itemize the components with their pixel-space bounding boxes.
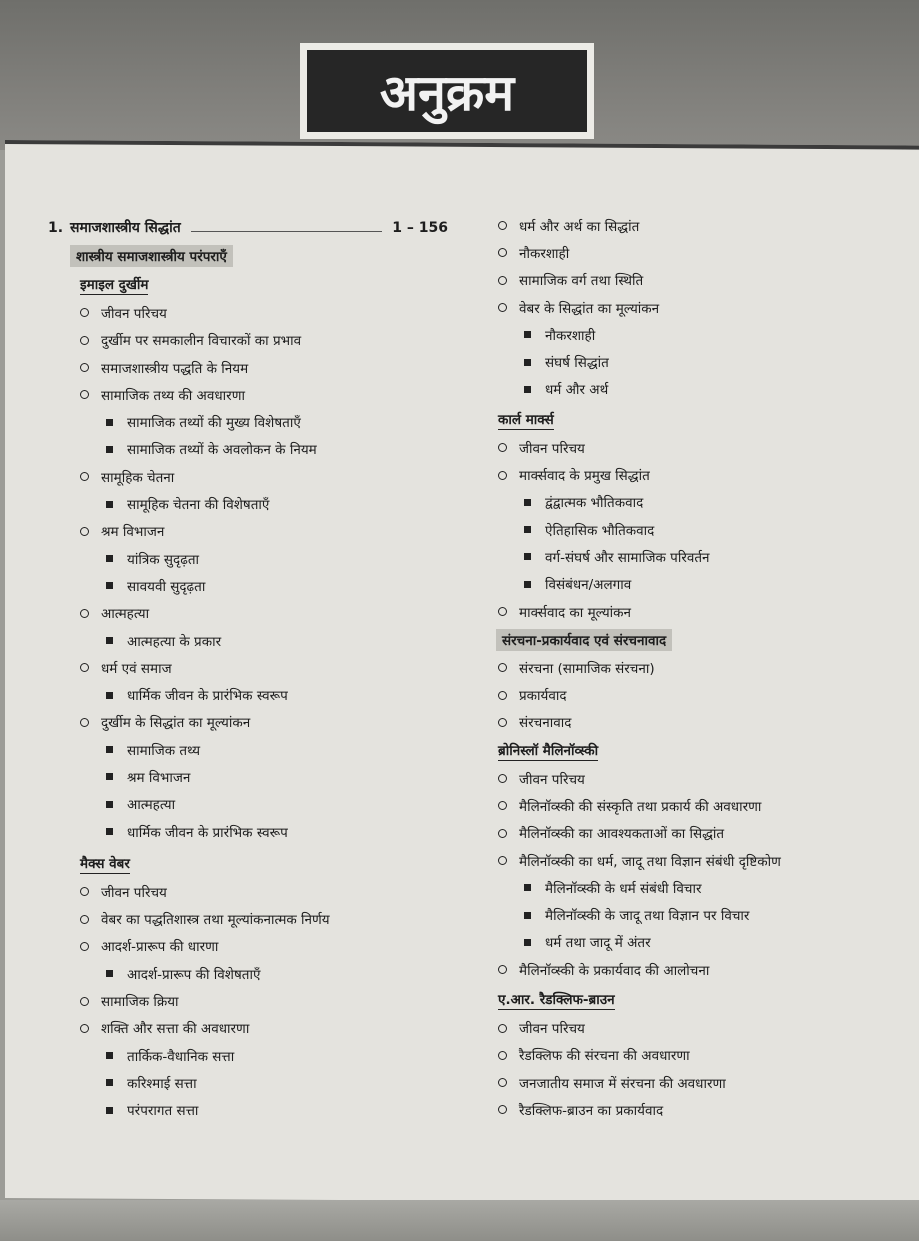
toc-entry-text: सामाजिक क्रिया: [101, 994, 179, 1011]
toc-entry[interactable]: [48, 654, 448, 681]
subheading-radcliffe: ए.आर. रैडक्लिफ-ब्राउन: [498, 991, 615, 1008]
square-bullet-icon: [106, 970, 113, 977]
subheading-row: [498, 985, 898, 1014]
toc-entry-text: सामूहिक चेतना की विशेषताएँ: [127, 497, 270, 514]
circle-bullet-icon: [80, 336, 89, 345]
toc-entry[interactable]: [48, 327, 448, 354]
toc-entry-text: मैलिनॉव्स्की के धर्म संबंधी विचार: [545, 880, 702, 897]
toc-entry-text: मैलिनॉव्स्की के प्रकार्यवाद की आलोचना: [519, 962, 710, 979]
durkheim-list: [48, 299, 448, 845]
toc-entry-text: आदर्श-प्रारूप की विशेषताएँ: [127, 966, 261, 983]
circle-bullet-icon: [80, 663, 89, 672]
toc-entry-text: सावयवी सुदृढ़ता: [127, 578, 206, 595]
toc-entry-text: शक्ति और सत्ता की अवधारणा: [101, 1021, 250, 1038]
toc-entry-text: मैलिनॉव्स्की के जादू तथा विज्ञान पर विचार: [545, 908, 750, 925]
toc-entry-text: संघर्ष सिद्धांत: [545, 355, 609, 372]
square-bullet-icon: [106, 582, 113, 589]
circle-bullet-icon: [80, 718, 89, 727]
toc-entry[interactable]: [48, 1015, 448, 1042]
square-bullet-icon: [524, 884, 531, 891]
malinowski-list: [498, 765, 898, 983]
circle-bullet-icon: [498, 1051, 507, 1060]
section-number: 1.: [48, 219, 64, 236]
circle-bullet-icon: [498, 443, 507, 452]
circle-bullet-icon: [80, 527, 89, 536]
toc-entry[interactable]: [48, 518, 448, 545]
circle-bullet-icon: [498, 801, 507, 810]
toc-entry-text: धर्म तथा जादू में अंतर: [545, 935, 651, 952]
square-bullet-icon: [106, 419, 113, 426]
square-bullet-icon: [524, 331, 531, 338]
toc-entry[interactable]: [498, 239, 898, 266]
square-bullet-icon: [524, 581, 531, 588]
toc-entry-text: आत्महत्या: [101, 606, 150, 623]
toc-entry-text: मार्क्सवाद के प्रमुख सिद्धांत: [519, 468, 650, 485]
toc-entry-text: आत्महत्या के प्रकार: [127, 633, 222, 650]
toc-entry[interactable]: [48, 1097, 448, 1124]
toc-entry-text: धर्म और अर्थ: [545, 382, 609, 399]
square-bullet-icon: [524, 499, 531, 506]
toc-entry-text: धर्म एवं समाज: [101, 660, 172, 677]
toc-entry-text: दुर्खीम के सिद्धांत का मूल्यांकन: [101, 715, 251, 732]
toc-entry-text: सामाजिक तथ्यों की मुख्य विशेषताएँ: [127, 415, 301, 432]
toc-entry[interactable]: [498, 598, 898, 625]
toc-entry[interactable]: [498, 792, 898, 819]
section-band: संरचना-प्रकार्यवाद एवं संरचनावाद: [496, 629, 672, 651]
subheading-row: [498, 736, 898, 765]
toc-entry[interactable]: [498, 571, 898, 598]
circle-bullet-icon: [498, 1105, 507, 1114]
toc-entry[interactable]: [498, 543, 898, 570]
circle-bullet-icon: [80, 472, 89, 481]
subheading-durkheim: इमाइल दुर्खीम: [80, 276, 149, 293]
page-title: अनुक्रम: [307, 50, 587, 132]
toc-entry[interactable]: [498, 956, 898, 983]
circle-bullet-icon: [498, 1078, 507, 1087]
circle-bullet-icon: [80, 609, 89, 618]
square-bullet-icon: [106, 692, 113, 699]
toc-entry-text: जीवन परिचय: [101, 305, 167, 322]
toc-entry[interactable]: [498, 820, 898, 847]
toc-entry[interactable]: [498, 709, 898, 736]
toc-entry-text: जनजातीय समाज में संरचना की अवधारणा: [519, 1075, 726, 1092]
square-bullet-icon: [106, 801, 113, 808]
toc-entry[interactable]: [48, 354, 448, 381]
circle-bullet-icon: [80, 915, 89, 924]
structure-list: [498, 654, 898, 736]
circle-bullet-icon: [498, 691, 507, 700]
toc-entry-text: संरचना (सामाजिक संरचना): [519, 660, 655, 677]
toc-entry[interactable]: [48, 1069, 448, 1096]
subheading-row: [48, 270, 448, 299]
toc-entry-text: नौकरशाही: [545, 327, 596, 344]
toc-entry-text: मैलिनॉव्स्की का धर्म, जादू तथा विज्ञान संबंधी दृष्टिकोण: [519, 853, 781, 870]
toc-entry[interactable]: [498, 348, 898, 375]
square-bullet-icon: [106, 555, 113, 562]
subheading-malinowski: ब्रोनिस्लॉ मैलिनॉव्स्की: [498, 742, 599, 759]
toc-entry-text: मैलिनॉव्स्की की संस्कृति तथा प्रकार्य की अवधारणा: [519, 798, 762, 815]
marx-list: [498, 434, 898, 625]
toc-entry[interactable]: [48, 987, 448, 1014]
toc-entry[interactable]: [498, 902, 898, 929]
toc-entry-text: जीवन परिचय: [519, 440, 585, 457]
circle-bullet-icon: [498, 663, 507, 672]
toc-right-column: [498, 212, 898, 1124]
square-bullet-icon: [524, 553, 531, 560]
toc-entry[interactable]: [48, 681, 448, 708]
toc-entry[interactable]: [498, 267, 898, 294]
toc-entry[interactable]: [498, 847, 898, 874]
circle-bullet-icon: [498, 856, 507, 865]
circle-bullet-icon: [498, 607, 507, 616]
toc-entry-text: यांत्रिक सुदृढ़ता: [127, 551, 200, 568]
toc-entry-text: सामूहिक चेतना: [101, 469, 175, 486]
toc-entry[interactable]: [48, 933, 448, 960]
toc-entry-text: सामाजिक तथ्य: [127, 742, 201, 759]
toc-entry[interactable]: [48, 545, 448, 572]
square-bullet-icon: [106, 637, 113, 644]
toc-entry-text: श्रम विभाजन: [101, 524, 165, 541]
toc-entry[interactable]: [48, 627, 448, 654]
toc-entry-text: ऐतिहासिक भौतिकवाद: [545, 522, 655, 539]
toc-entry-text: रैडक्लिफ की संरचना की अवधारणा: [519, 1048, 690, 1065]
circle-bullet-icon: [80, 308, 89, 317]
square-bullet-icon: [106, 1107, 113, 1114]
toc-entry[interactable]: [498, 294, 898, 321]
toc-entry[interactable]: [498, 1069, 898, 1096]
toc-entry-text: सामाजिक तथ्यों के अवलोकन के नियम: [127, 442, 317, 459]
circle-bullet-icon: [80, 997, 89, 1006]
circle-bullet-icon: [498, 276, 507, 285]
toc-entry[interactable]: [498, 765, 898, 792]
circle-bullet-icon: [498, 1024, 507, 1033]
toc-entry[interactable]: [498, 1042, 898, 1069]
toc-entry[interactable]: [48, 463, 448, 490]
toc-entry[interactable]: [48, 763, 448, 790]
circle-bullet-icon: [80, 1024, 89, 1033]
toc-entry[interactable]: [498, 654, 898, 681]
toc-entry[interactable]: [498, 489, 898, 516]
toc-entry-text: जीवन परिचय: [101, 884, 167, 901]
toc-entry-text: मार्क्सवाद का मूल्यांकन: [519, 604, 632, 621]
square-bullet-icon: [106, 1052, 113, 1059]
square-bullet-icon: [106, 446, 113, 453]
square-bullet-icon: [106, 746, 113, 753]
toc-entry-text: रैडक्लिफ-ब्राउन का प्रकार्यवाद: [519, 1102, 664, 1119]
square-bullet-icon: [524, 386, 531, 393]
section-entry[interactable]: [48, 214, 448, 241]
subheading-row: [498, 405, 898, 434]
toc-entry-text: वेबर का पद्धतिशास्त्र तथा मूल्यांकनात्मक निर्णय: [101, 912, 330, 929]
toc-entry[interactable]: [48, 736, 448, 763]
toc-entry-text: धर्म और अर्थ का सिद्धांत: [519, 218, 640, 235]
title-frame: [300, 43, 594, 139]
radcliffe-list: [498, 1014, 898, 1123]
circle-bullet-icon: [498, 718, 507, 727]
toc-entry[interactable]: [498, 376, 898, 403]
toc-entry-text: परंपरागत सत्ता: [127, 1103, 199, 1120]
toc-entry[interactable]: [48, 381, 448, 408]
section-band-row: [48, 241, 448, 270]
section-band: शास्त्रीय समाजशास्त्रीय परंपराएँ: [70, 245, 233, 267]
toc-entry[interactable]: [498, 1096, 898, 1123]
circle-bullet-icon: [80, 942, 89, 951]
section-title: समाजशास्त्रीय सिद्धांत: [70, 220, 181, 237]
toc-entry[interactable]: [48, 709, 448, 736]
circle-bullet-icon: [498, 221, 507, 230]
toc-entry-text: नौकरशाही: [519, 245, 570, 262]
toc-entry-text: दुर्खीम पर समकालीन विचारकों का प्रभाव: [101, 333, 302, 350]
toc-entry[interactable]: [48, 490, 448, 517]
toc-entry[interactable]: [498, 434, 898, 461]
toc-entry[interactable]: [48, 572, 448, 599]
toc-entry[interactable]: [48, 299, 448, 326]
toc-entry-text: वर्ग-संघर्ष और सामाजिक परिवर्तन: [545, 549, 710, 566]
toc-entry[interactable]: [48, 818, 448, 845]
toc-entry[interactable]: [48, 600, 448, 627]
circle-bullet-icon: [498, 471, 507, 480]
toc-entry-text: सामाजिक तथ्य की अवधारणा: [101, 387, 245, 404]
toc-entry-text: आत्महत्या: [127, 797, 176, 814]
toc-entry-text: समाजशास्त्रीय पद्धति के नियम: [101, 360, 249, 377]
square-bullet-icon: [106, 1079, 113, 1086]
circle-bullet-icon: [80, 887, 89, 896]
toc-entry-text: तार्किक-वैधानिक सत्ता: [127, 1048, 235, 1065]
square-bullet-icon: [524, 912, 531, 919]
toc-entry[interactable]: [48, 906, 448, 933]
circle-bullet-icon: [498, 965, 507, 974]
circle-bullet-icon: [80, 390, 89, 399]
toc-entry[interactable]: [48, 1042, 448, 1069]
square-bullet-icon: [106, 828, 113, 835]
toc-entry[interactable]: [48, 408, 448, 435]
toc-entry[interactable]: [498, 1014, 898, 1041]
subheading-row: [48, 849, 448, 878]
weber-continued-list: [498, 212, 898, 403]
toc-left-column: [48, 214, 448, 1124]
square-bullet-icon: [106, 501, 113, 508]
toc-entry-text: आदर्श-प्रारूप की धारणा: [101, 939, 219, 956]
toc-entry[interactable]: [498, 212, 898, 239]
circle-bullet-icon: [498, 774, 507, 783]
section-band-row: [496, 625, 898, 654]
toc-entry-text: वेबर के सिद्धांत का मूल्यांकन: [519, 300, 660, 317]
subheading-weber: मैक्स वेबर: [80, 855, 130, 872]
toc-entry[interactable]: [48, 878, 448, 905]
toc-entry[interactable]: [498, 874, 898, 901]
toc-entry[interactable]: [498, 321, 898, 348]
toc-entry-text: जीवन परिचय: [519, 1021, 585, 1038]
toc-entry[interactable]: [498, 461, 898, 488]
toc-entry-text: जीवन परिचय: [519, 771, 585, 788]
circle-bullet-icon: [498, 248, 507, 257]
toc-entry-text: सामाजिक वर्ग तथा स्थिति: [519, 273, 644, 290]
toc-entry[interactable]: [498, 681, 898, 708]
toc-entry-text: द्वंद्वात्मक भौतिकवाद: [545, 495, 644, 512]
toc-entry-text: विसंबंधन/अलगाव: [545, 577, 632, 594]
bottom-shadow: [0, 1200, 919, 1241]
circle-bullet-icon: [498, 829, 507, 838]
weber-list: [48, 878, 448, 1124]
subheading-marx: कार्ल मार्क्स: [498, 411, 554, 428]
toc-entry-text: करिश्माई सत्ता: [127, 1075, 197, 1092]
toc-entry[interactable]: [498, 929, 898, 956]
leader-line: [191, 230, 383, 232]
toc-entry-text: धार्मिक जीवन के प्रारंभिक स्वरूप: [127, 824, 288, 841]
square-bullet-icon: [524, 526, 531, 533]
square-bullet-icon: [524, 359, 531, 366]
square-bullet-icon: [524, 939, 531, 946]
toc-entry-text: मैलिनॉव्स्की का आवश्यकताओं का सिद्धांत: [519, 826, 725, 843]
toc-entry-text: श्रम विभाजन: [127, 769, 191, 786]
toc-entry-text: प्रकार्यवाद: [519, 688, 567, 705]
toc-entry[interactable]: [48, 436, 448, 463]
circle-bullet-icon: [80, 363, 89, 372]
toc-entry[interactable]: [48, 791, 448, 818]
square-bullet-icon: [106, 773, 113, 780]
circle-bullet-icon: [498, 303, 507, 312]
toc-entry-text: धार्मिक जीवन के प्रारंभिक स्वरूप: [127, 688, 288, 705]
toc-entry-text: संरचनावाद: [519, 715, 572, 732]
section-pages: 1 – 156: [392, 219, 448, 236]
toc-entry[interactable]: [498, 516, 898, 543]
toc-entry[interactable]: [48, 960, 448, 987]
